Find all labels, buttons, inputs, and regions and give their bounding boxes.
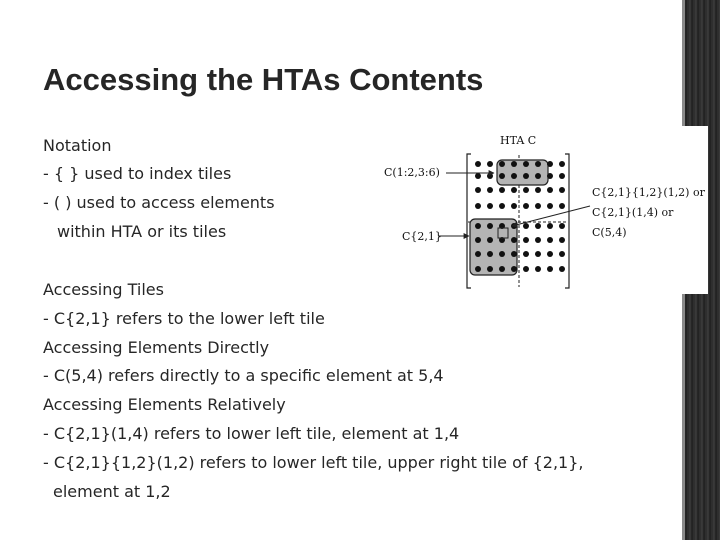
element-dot (535, 161, 541, 167)
element-dot (511, 173, 517, 179)
relative-example-2-cont: element at 1,2 (53, 482, 171, 501)
label-right-3: C(5,4) (592, 226, 627, 239)
element-dot (475, 266, 481, 272)
element-dot (535, 223, 541, 229)
element-dot (487, 161, 493, 167)
element-dot (499, 266, 505, 272)
element-dot (559, 187, 565, 193)
tiles-example: - C{2,1} refers to the lower left tile (43, 309, 325, 328)
element-dot (523, 173, 529, 179)
element-dot (523, 187, 529, 193)
element-dot (487, 266, 493, 272)
hta-diagram (380, 126, 708, 294)
relative-heading: Accessing Elements Relatively (43, 395, 286, 414)
element-dot (547, 223, 553, 229)
element-dot (475, 203, 481, 209)
element-dot (547, 161, 553, 167)
element-dot (523, 266, 529, 272)
element-dot (559, 251, 565, 257)
element-dot (511, 161, 517, 167)
slide-title: Accessing the HTAs Contents (43, 62, 484, 97)
direct-example: - C(5,4) refers directly to a specific element at 5,4 (43, 366, 444, 385)
element-dot (475, 251, 481, 257)
notation-braces: - { } used to index tiles (43, 164, 232, 183)
element-dot (547, 203, 553, 209)
element-dot (523, 237, 529, 243)
element-dot (487, 173, 493, 179)
element-dot (535, 203, 541, 209)
element-dot (487, 187, 493, 193)
element-dot (475, 187, 481, 193)
element-dot (535, 251, 541, 257)
element-dot (523, 223, 529, 229)
element-dot (559, 223, 565, 229)
element-dot (547, 187, 553, 193)
element-dot (499, 161, 505, 167)
element-dot (475, 223, 481, 229)
element-dot (511, 266, 517, 272)
label-right-1: C{2,1}{1,2}(1,2) or (592, 186, 705, 199)
element-dot (511, 187, 517, 193)
element-dot (547, 251, 553, 257)
relative-example-1: - C{2,1}(1,4) refers to lower left tile, element at 1,4 (43, 424, 460, 443)
element-dot (559, 161, 565, 167)
element-dot (559, 173, 565, 179)
element-dot (487, 203, 493, 209)
notation-parens-cont: within HTA or its tiles (57, 222, 227, 241)
element-dot (475, 237, 481, 243)
hta-caption: HTA C (500, 134, 537, 147)
notation-parens: - ( ) used to access elements (43, 193, 275, 212)
element-dot (511, 237, 517, 243)
element-dot (535, 187, 541, 193)
element-dot (511, 251, 517, 257)
label-right-2: C{2,1}(1,4) or (592, 206, 674, 219)
element-dot (487, 223, 493, 229)
element-dot (559, 237, 565, 243)
element-dot (475, 161, 481, 167)
element-dot (511, 203, 517, 209)
label-c-1-2-3-6: C(1:2,3:6) (384, 166, 440, 179)
element-dot (499, 173, 505, 179)
element-dot (547, 266, 553, 272)
element-dot (499, 187, 505, 193)
element-dot (487, 251, 493, 257)
element-dot (559, 266, 565, 272)
element-dot (535, 237, 541, 243)
relative-example-2: - C{2,1}{1,2}(1,2) refers to lower left tile, upper right tile of {2,1}, (43, 453, 584, 472)
element-dot (535, 266, 541, 272)
element-dot (523, 251, 529, 257)
notation-heading: Notation (43, 136, 112, 155)
element-dot (499, 251, 505, 257)
element-dot (547, 237, 553, 243)
element-dot (523, 161, 529, 167)
element-dot (475, 173, 481, 179)
label-c-2-1: C{2,1} (402, 230, 442, 243)
tiles-heading: Accessing Tiles (43, 280, 164, 299)
element-dot (547, 173, 553, 179)
element-dot (535, 173, 541, 179)
direct-heading: Accessing Elements Directly (43, 338, 270, 357)
element-dot (523, 203, 529, 209)
element-dot (499, 203, 505, 209)
element-dot (559, 203, 565, 209)
element-dot (487, 237, 493, 243)
